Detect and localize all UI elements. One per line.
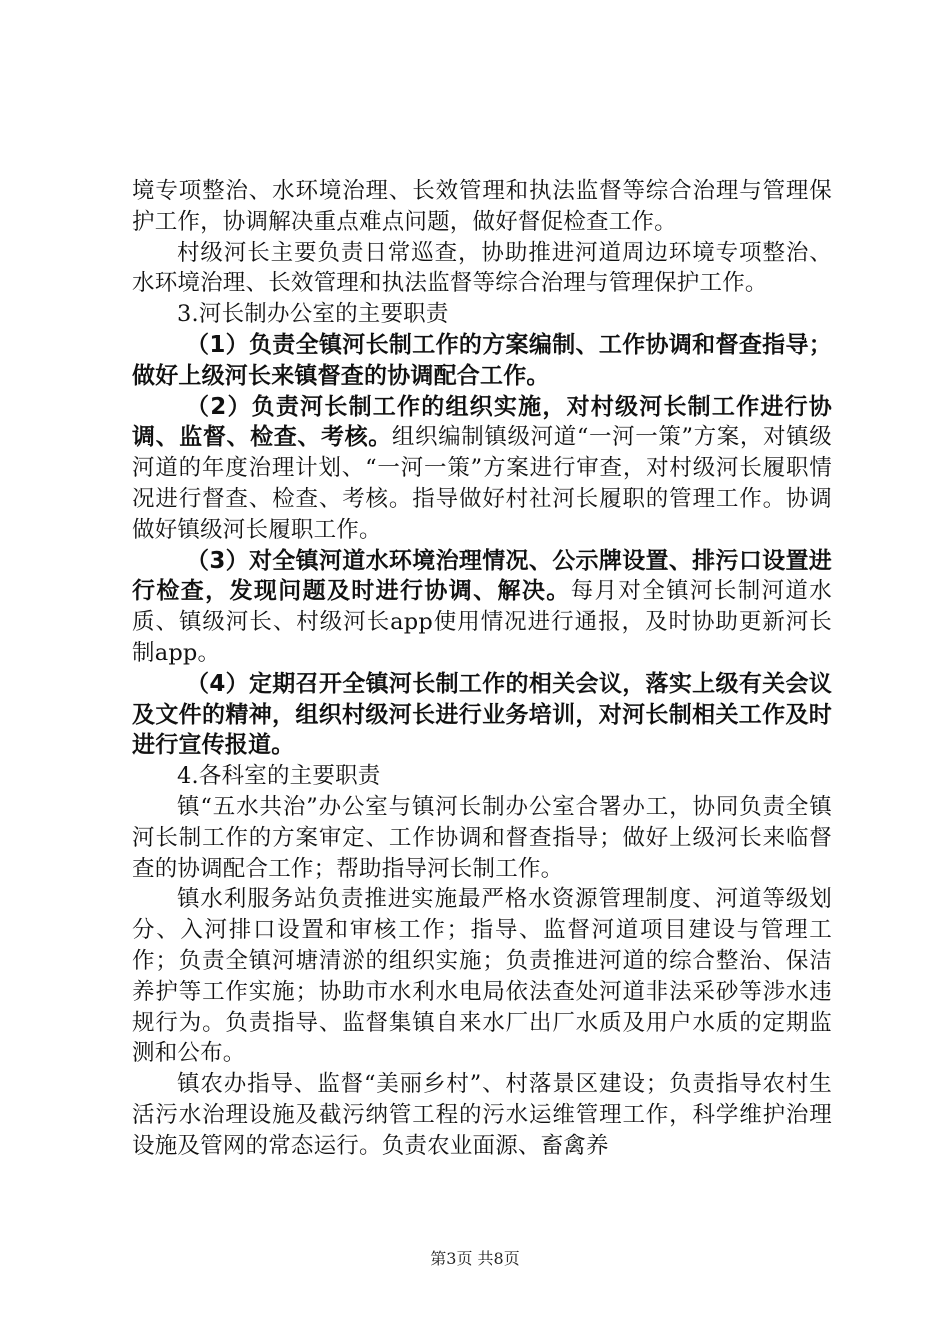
page-footer: 第3页 共8页 (430, 1249, 520, 1268)
duty-item-2-text: 组织编制镇级河道“一河一策”方案，对镇级河道的年度治理计划、“一河一策”方案进行审查，对村级河长履职情况进行督查、检查、考核。指导做好村社河长履职的管理工作。协调做好镇级河长履职工作。 (132, 424, 832, 543)
duty-item-3 (132, 546, 832, 669)
duty-item-3-bold: （3）对全镇河道水环境治理情况、公示牌设置、排污口设置进行检查，发现问题及时进行协调、解决。 (132, 547, 832, 605)
paragraph-village-river-chief: 村级河长主要负责日常巡查，协助推进河道周边环境专项整治、水环境治理、长效管理和执法监督等综合治理与管理保护工作。 (132, 239, 832, 297)
section-heading-4: 4.各科室的主要职责 (177, 763, 381, 790)
duty-item-3-text: 每月对全镇河长制河道水质、镇级河长、村级河长app使用情况进行通报，及时协助更新河长制app。 (132, 578, 832, 666)
section-heading-3: 3.河长制办公室的主要职责 (177, 301, 449, 328)
document-body (132, 176, 832, 1162)
paragraph-continued: 境专项整治、水环境治理、长效管理和执法监督等综合治理与管理保护工作，协调解决重点难点问题，做好督促检查工作。 (132, 178, 832, 235)
duty-item-2 (132, 392, 832, 546)
paragraph-wushui-office: 镇“五水共治”办公室与镇河长制办公室合署办工，协同负责全镇河长制工作的方案审定、工作协调和督查指导；做好上级河长来临督查的协调配合工作；帮助指导河长制工作。 (132, 793, 832, 882)
duty-item-1: （1）负责全镇河长制工作的方案编制、工作协调和督查指导；做好上级河长来镇督查的协调配合工作。 (132, 331, 832, 389)
paragraph-water-station: 镇水利服务站负责推进实施最严格水资源管理制度、河道等级划分、入河排口设置和审核工作；指导、监督河道项目建设与管理工作；负责全镇河塘清淤的组织实施；负责推进河道的综合整治、保洁养护等工作实施；协助市水利水电局依法查处河道非法采砂等涉水违规行为。负责指导、监督集镇自来水厂出厂水质及用户水质的定期监测和公布。 (132, 886, 832, 1067)
duty-item-4: （4）定期召开全镇河长制工作的相关会议，落实上级有关会议及文件的精神，组织村级河长进行业务培训，对河长制相关工作及时进行宣传报道。 (132, 670, 832, 759)
duty-item-2-bold: （2）负责河长制工作的组织实施，对村级河长制工作进行协调、监督、检查、考核。 (132, 393, 832, 451)
paragraph-agriculture-office: 镇农办指导、监督“美丽乡村”、村落景区建设；负责指导农村生活污水治理设施及截污纳管工程的污水运维管理工作，科学维护治理设施及管网的常态运行。负责农业面源、畜禽养 (132, 1071, 832, 1159)
